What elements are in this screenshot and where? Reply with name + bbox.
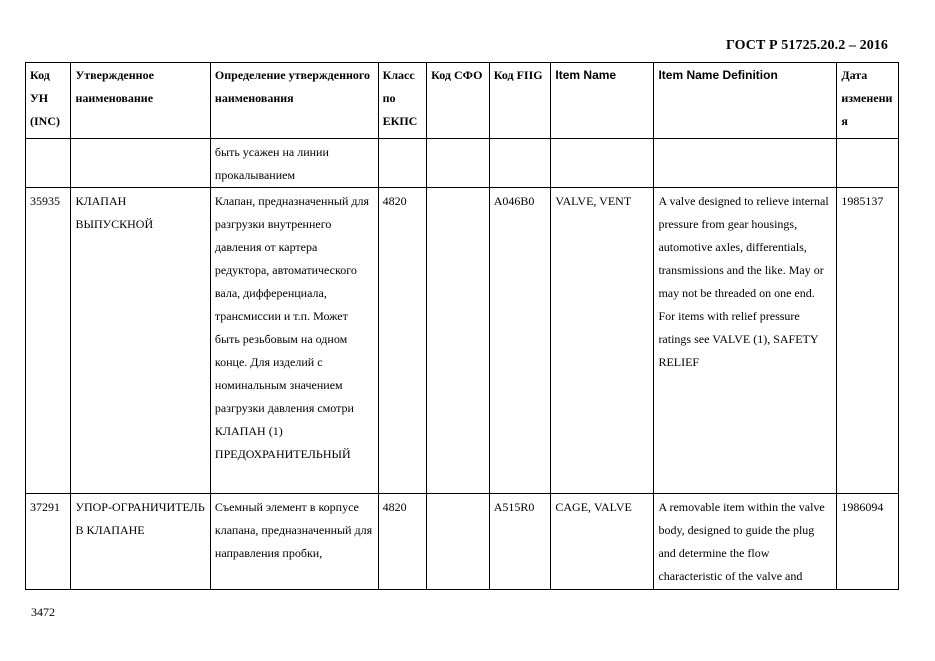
cell-sfo	[427, 188, 490, 494]
cell-definition: Клапан, предназначенный для разгрузки внутреннего давления от картера редуктора, автоматического вала, дифференциала, трансмиссии и т.п. Может быть резьбовым на одном конце. Для изделий с номинальным значением разгрузки давления смотри КЛАПАН (1) ПРЕДОХРАНИТЕЛЬНЫЙ	[210, 188, 378, 494]
column-header-item-name: Item Name	[551, 63, 654, 139]
cell-item-definition: A valve designed to relieve internal pressure from gear housings, automotive axles, differentials, transmissions and the like. May or may not be threaded on one end. For items with relief pressure ratings see VALVE (1), SAFETY RELIEF	[654, 188, 837, 494]
cell-item-definition: A removable item within the valve body, designed to guide the plug and determine the flow characteristic of the valve and	[654, 494, 837, 590]
cell-sfo	[427, 494, 490, 590]
cell-class	[378, 139, 427, 188]
cell-class: 4820	[378, 188, 427, 494]
column-header-sfo: Код СФО	[427, 63, 490, 139]
column-header-inc: Код УН (INC)	[26, 63, 71, 139]
cell-sfo	[427, 139, 490, 188]
cell-item-name	[551, 139, 654, 188]
table-row	[26, 188, 899, 494]
cell-inc	[26, 139, 71, 188]
cell-date	[837, 139, 899, 188]
cell-definition: Съемный элемент в корпусе клапана, предназначенный для направления пробки,	[210, 494, 378, 590]
cell-fiig	[489, 139, 551, 188]
cell-item-name: VALVE, VENT	[551, 188, 654, 494]
cell-approved-name: КЛАПАН ВЫПУСКНОЙ	[71, 188, 210, 494]
cell-item-name: CAGE, VALVE	[551, 494, 654, 590]
table-header-row	[26, 63, 899, 139]
cell-item-definition	[654, 139, 837, 188]
cell-approved-name: УПОР-ОГРАНИЧИТЕЛЬ В КЛАПАНЕ	[71, 494, 210, 590]
column-header-approved-name: Утвержденное наименование	[71, 63, 210, 139]
table-row	[26, 494, 899, 590]
classification-table	[25, 62, 899, 590]
column-header-change-date: Дата изменения	[837, 63, 899, 139]
cell-fiig: A515R0	[489, 494, 551, 590]
cell-date: 1985137	[837, 188, 899, 494]
document-standard-header: ГОСТ Р 51725.20.2 – 2016	[725, 38, 888, 53]
column-header-definition: Определение утвержденного наименования	[210, 63, 378, 139]
cell-fiig: A046B0	[489, 188, 551, 494]
cell-inc: 37291	[26, 494, 71, 590]
cell-definition: быть усажен на линии прокалыванием	[210, 139, 378, 188]
cell-approved-name	[71, 139, 210, 188]
column-header-class: Класс по ЕКПС	[378, 63, 427, 139]
column-header-fiig: Код FIIG	[489, 63, 551, 139]
page-number: 3472	[31, 605, 55, 619]
cell-class: 4820	[378, 494, 427, 590]
cell-inc: 35935	[26, 188, 71, 494]
table-row	[26, 139, 899, 188]
column-header-item-name-definition: Item Name Definition	[654, 63, 837, 139]
cell-date: 1986094	[837, 494, 899, 590]
